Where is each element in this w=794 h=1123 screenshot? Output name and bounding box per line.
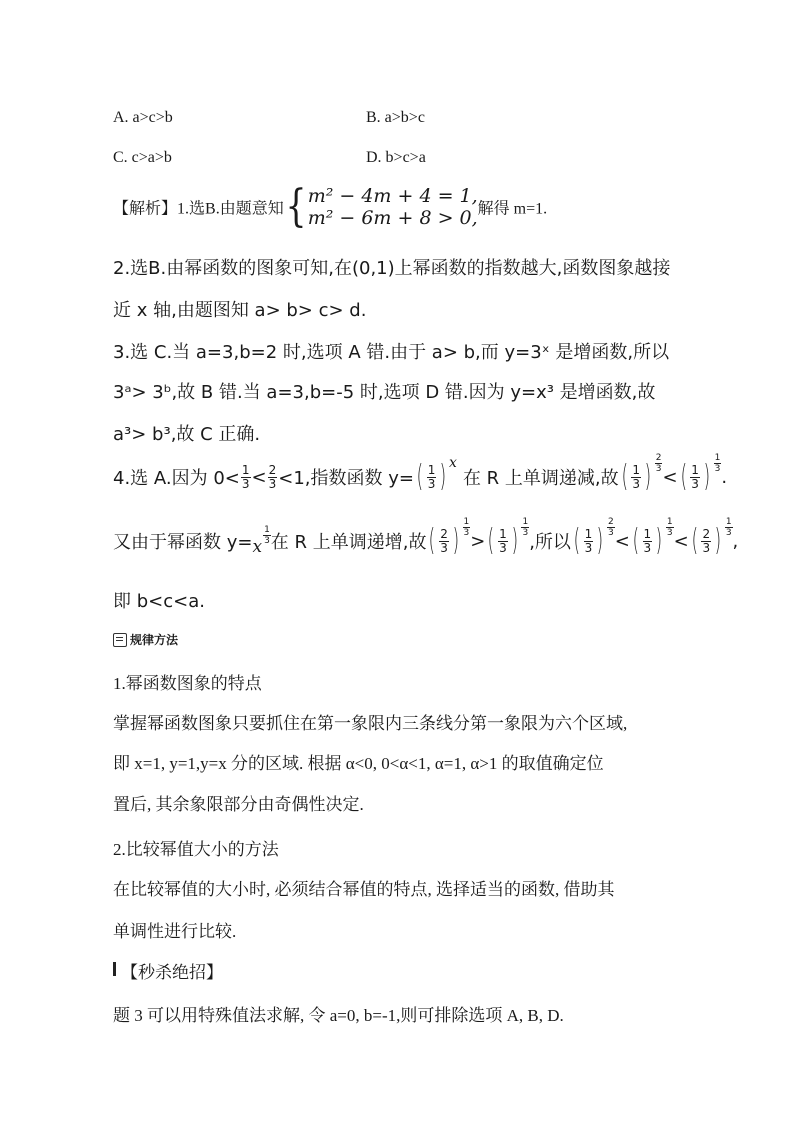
method-p2-line2: 单调性进行比较. xyxy=(113,922,237,941)
exp-x: x xyxy=(449,455,457,471)
analysis-q1 xyxy=(113,181,548,232)
q4-line3: 即 b<c<a. xyxy=(113,591,205,612)
less-than-3: < xyxy=(614,530,630,552)
power-3: ( $\frac{2}{3}$ ) xyxy=(429,523,459,558)
option-c: C. c>a>b xyxy=(113,149,172,166)
q1-result: 解得 m=1. xyxy=(477,200,548,218)
method-tag xyxy=(113,631,178,648)
exp-2-3-b: 2 3 xyxy=(608,516,614,538)
trick-tag: 【秒杀绝招】 xyxy=(121,963,223,982)
q3-line3: a³> b³,故 C 正确. xyxy=(113,424,261,445)
exp-1-3-c: 1 3 xyxy=(463,516,470,538)
method-p1-line3: 置后, 其余象限部分由奇偶性决定. xyxy=(113,795,364,814)
method-p1-line2: 即 x=1, y=1,y=x 分的区域. 根据 α<0, 0<α<1, α=1, α>1 的取值确定位 xyxy=(113,754,604,773)
less-than: < xyxy=(251,466,267,488)
exp-1-3-b: 1 3 xyxy=(264,524,270,546)
q4-line2 xyxy=(113,516,739,563)
q4-line2-text-a: 又由于幂函数 y= xyxy=(113,532,253,553)
q1-system xyxy=(308,185,478,229)
power-2: ( $\frac{1}{3}$ ) xyxy=(680,459,710,494)
option-d: D. b>c>a xyxy=(366,149,426,166)
base-one-third: ( $\frac{1}{3}$ ) xyxy=(416,459,447,494)
method-heading-2: 2.比较幂值大小的方法 xyxy=(113,840,279,859)
q4-line1 xyxy=(113,452,728,499)
q1-eq1: m² − 4m + 4 = 1, xyxy=(307,185,478,207)
fraction-two-thirds: $\frac{2}{3}$ xyxy=(268,462,277,491)
q4-text-a: 4.选 A.因为 0< xyxy=(113,468,240,489)
q4-line2-text-b: 在 R 上单调递增,故 xyxy=(270,532,427,553)
option-a: A. a>c>b xyxy=(113,109,173,126)
exp-1-3: 1 3 xyxy=(714,452,721,474)
trick-bar xyxy=(113,962,116,976)
q1-prefix: 1.选B.由题意知 xyxy=(177,200,284,218)
q1-eq2: m² − 6m + 8 > 0, xyxy=(307,207,478,229)
option-b: B. a>b>c xyxy=(366,109,425,126)
x-base: x xyxy=(252,537,263,557)
q4-line2-text-c: ,所以 xyxy=(529,532,571,553)
power-4: ( $\frac{1}{3}$ ) xyxy=(488,523,518,558)
book-icon xyxy=(113,633,127,647)
q4-text-b: <1,指数函数 y= xyxy=(278,468,414,489)
q3-line1: 3.选 C.当 a=3,b=2 时,选项 A 错.由于 a> b,而 y=3ˣ 是增函数,所以 xyxy=(113,342,670,363)
trick-text: 题 3 可以用特殊值法求解, 令 a=0, b=-1,则可排除选项 A, B, D. xyxy=(113,1006,564,1025)
comma: , xyxy=(732,530,739,552)
analysis-tag: 【解析】 xyxy=(113,200,178,218)
power-6: ( $\frac{1}{3}$ ) xyxy=(632,523,663,558)
exp-2-3: 2 3 xyxy=(655,452,662,474)
q3-line2: 3ᵃ> 3ᵇ,故 B 错.当 a=3,b=-5 时,选项 D 错.因为 y=x³ 是增函数,故 xyxy=(113,382,656,403)
q4-text-c: 在 R 上单调递减,故 xyxy=(462,468,619,489)
less-than-2: < xyxy=(662,466,678,488)
brace-icon: { xyxy=(285,181,307,232)
power-5: ( $\frac{1}{3}$ ) xyxy=(573,523,604,558)
method-p1-line1: 掌握幂函数图象只要抓住在第一象限内三条线分第一象限为六个区域, xyxy=(113,714,628,733)
exp-1-3-e: 1 3 xyxy=(666,516,673,538)
exp-1-3-f: 1 3 xyxy=(725,516,732,538)
greater-than: > xyxy=(470,530,486,552)
power-1: ( $\frac{1}{3}$ ) xyxy=(621,459,652,494)
method-heading-1: 1.幂函数图象的特点 xyxy=(113,674,262,693)
exp-1-3-d: 1 3 xyxy=(522,516,529,538)
method-tag-label: 规律方法 xyxy=(130,633,179,647)
fraction-one-third: $\frac{1}{3}$ xyxy=(241,462,250,491)
power-7: ( $\frac{2}{3}$ ) xyxy=(691,523,722,558)
method-p2-line1: 在比较幂值的大小时, 必须结合幂值的特点, 选择适当的函数, 借助其 xyxy=(113,880,615,899)
less-than-4: < xyxy=(673,530,689,552)
q2-line1: 2.选B.由幂函数的图象可知,在(0,1)上幂函数的指数越大,函数图象越接 xyxy=(113,258,671,279)
q2-line2: 近 x 轴,由题图知 a> b> c> d. xyxy=(113,300,367,321)
period: . xyxy=(721,466,728,488)
